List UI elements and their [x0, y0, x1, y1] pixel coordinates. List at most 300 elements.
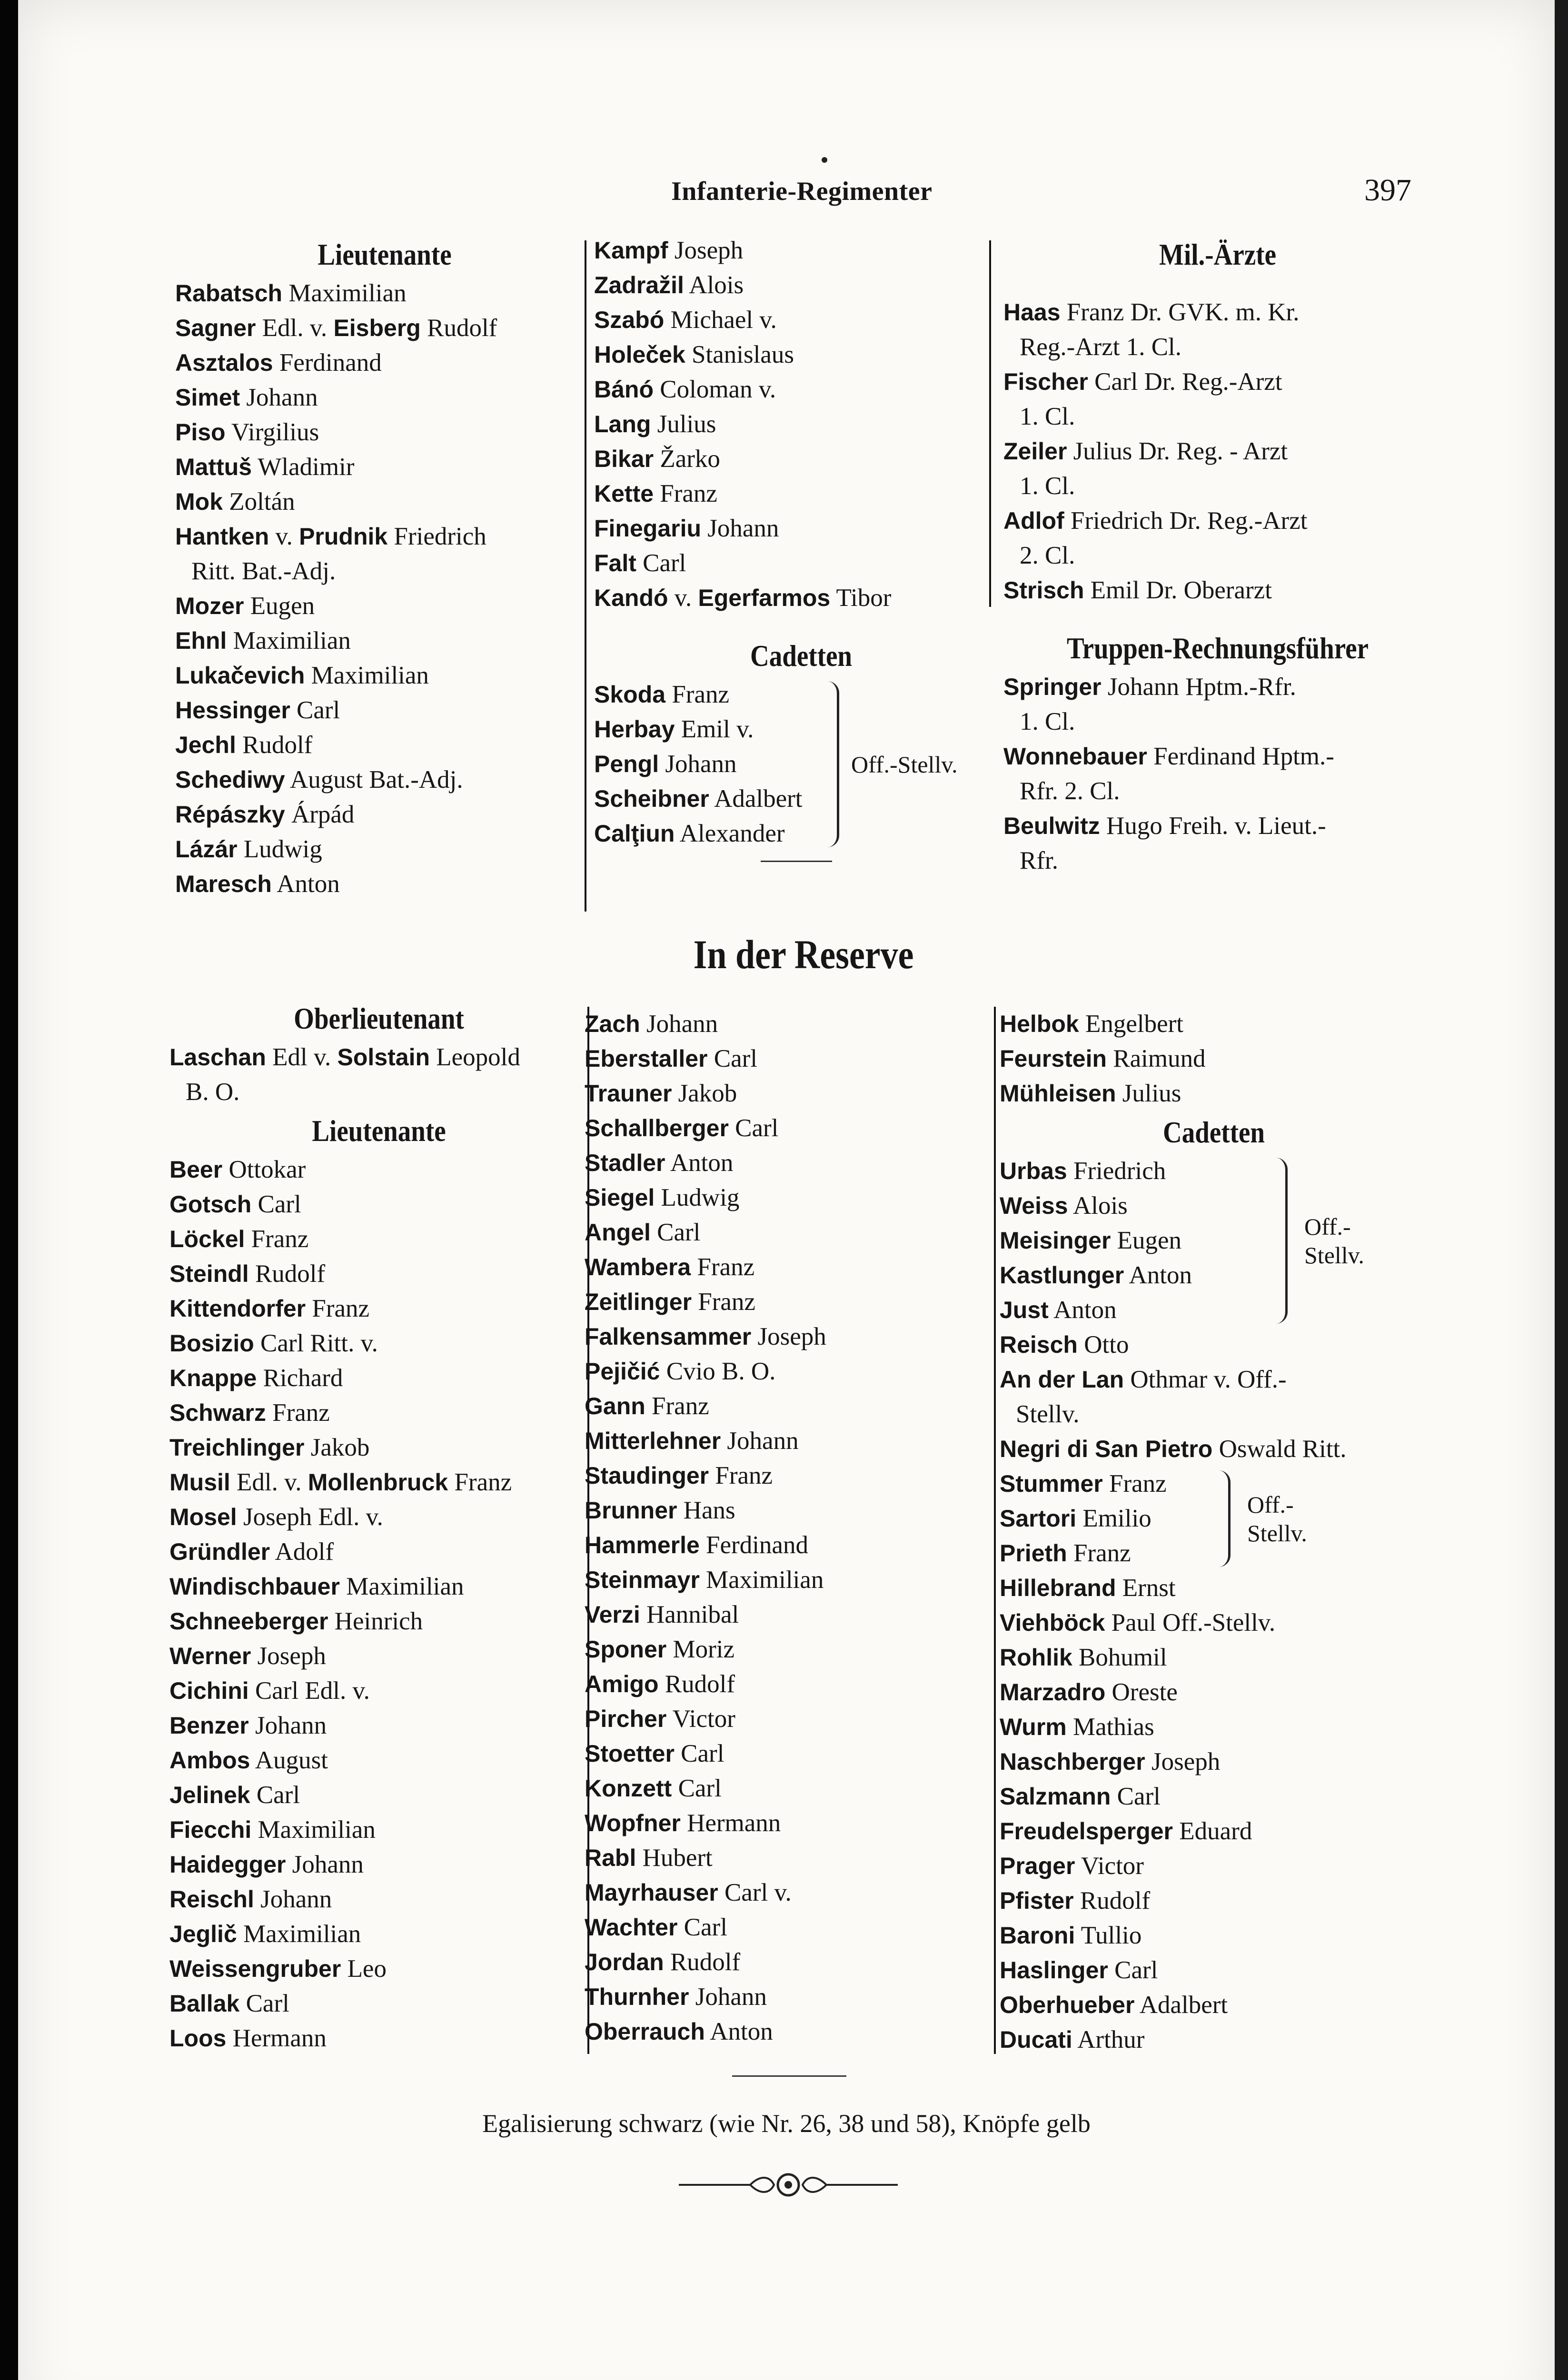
surname: Weissengruber: [169, 1955, 341, 1982]
bracket-label: [1247, 1490, 1307, 1547]
surname: Rohlik: [1000, 1644, 1072, 1671]
surname: Reisch: [1000, 1331, 1078, 1358]
entry-detail: Michael v.: [670, 306, 777, 334]
entry-detail: Oswald Ritt.: [1219, 1435, 1347, 1463]
entry-detail: Maximilian: [706, 1566, 824, 1594]
entry-detail: Leo: [347, 1955, 387, 1983]
entry-detail: Johann: [707, 515, 779, 542]
surname: Gründler: [169, 1538, 270, 1565]
entry-detail: Rudolf: [427, 314, 497, 342]
entry-detail: Joseph Edl. v.: [243, 1503, 383, 1531]
entry-detail: Johann: [246, 384, 318, 411]
roster-entry: [1000, 1076, 1428, 1111]
bracket-label-line: Stellv.: [1247, 1519, 1307, 1547]
roster-entry: [1000, 1293, 1428, 1328]
roster-entry: [585, 2014, 1003, 2049]
entry-detail: Hugo Freih. v. Lieut.-: [1106, 812, 1326, 840]
entry-detail: Othmar v. Off.-: [1130, 1366, 1287, 1393]
surname: Thurnher: [585, 1983, 689, 2010]
entry-detail: Adalbert: [714, 785, 803, 813]
roster-entry: [169, 1361, 588, 1396]
roster-entry: [175, 346, 594, 380]
entry-detail: Adolf: [275, 1538, 334, 1566]
entry-detail: Franz: [272, 1399, 330, 1427]
entry-detail: Johann: [260, 1885, 332, 1913]
roster-entry: [1000, 1988, 1428, 2023]
roster-entry: [175, 763, 594, 797]
roster-entry: [1003, 573, 1432, 608]
surname: Scheibner: [594, 785, 709, 812]
surname: Zeitlinger: [585, 1289, 692, 1315]
reserve-column-2: [585, 1007, 1003, 2049]
surname: Egerfarmos: [698, 585, 831, 611]
entry-detail: Otto: [1084, 1331, 1129, 1359]
surname: Gann: [585, 1393, 645, 1419]
surname: Stummer: [1000, 1470, 1103, 1497]
roster-entry: [169, 1708, 588, 1743]
bracketed-group: [1000, 1467, 1428, 1571]
roster-entry: [585, 1146, 1003, 1180]
entry-detail: Moriz: [673, 1636, 735, 1663]
entry-detail: Ferdinand Hptm.-: [1153, 743, 1334, 770]
surname: Just: [1000, 1297, 1049, 1323]
surname: Siegel: [585, 1184, 655, 1211]
roster-entry: [175, 624, 594, 658]
roster-entry: [169, 1569, 588, 1604]
entry-detail: Leopold: [436, 1043, 520, 1071]
surname: Ballak: [169, 1990, 240, 2017]
surname: Falt: [594, 550, 636, 576]
roster-entry: [594, 407, 1008, 442]
column-rule: [994, 1007, 996, 2054]
surname: Urbas: [1000, 1158, 1067, 1184]
entry-detail: Hans: [683, 1497, 735, 1524]
surname: Sagner: [175, 315, 256, 341]
surname: Beulwitz: [1003, 813, 1100, 839]
roster-entry: [594, 337, 1008, 372]
entry-detail: Franz: [660, 480, 717, 507]
surname: Steindl: [169, 1260, 249, 1287]
roster-entry: [175, 589, 594, 624]
roster-entry: [585, 1736, 1003, 1771]
entry-detail: Carl Dr. Reg.-Arzt: [1094, 368, 1282, 396]
roster-entry: [1003, 504, 1432, 538]
entry-detail: Johann: [292, 1851, 364, 1878]
entry-detail: Franz: [697, 1253, 755, 1281]
entry-detail: Tullio: [1081, 1922, 1142, 1949]
entry-detail: Ludwig: [661, 1184, 740, 1211]
entry-detail: Carl: [735, 1114, 779, 1142]
scan-edge-left: [0, 0, 18, 2380]
roster-entry: [585, 1007, 1003, 1041]
surname: Ducati: [1000, 2026, 1072, 2053]
roster-entry: [175, 311, 594, 346]
section-heading: Cadetten: [750, 639, 853, 673]
surname: Oberrauch: [585, 2018, 705, 2045]
roster-entry: [1000, 1328, 1428, 1362]
entry-detail: Johann: [646, 1010, 718, 1038]
roster-entry: [594, 511, 1008, 546]
entry-detail: Franz: [652, 1392, 709, 1420]
surname: Wurm: [1000, 1714, 1067, 1740]
entry-detail: Adalbert: [1139, 1991, 1228, 2019]
entry-detail: Raimund: [1113, 1045, 1206, 1072]
entry-detail: Carl Edl. v.: [255, 1677, 370, 1705]
entry-detail: Maximilian: [233, 627, 351, 654]
entry-detail: Carl: [678, 1775, 722, 1802]
roster-entry: [1000, 1814, 1428, 1849]
roster-entry: [585, 1076, 1003, 1111]
roster-entry: [169, 1847, 588, 1882]
entry-detail: Tibor: [836, 584, 892, 612]
entry-detail: Maximilian: [346, 1573, 464, 1600]
surname: Löckel: [169, 1226, 245, 1252]
roster-entry: [169, 1500, 588, 1535]
entry-detail: Joseph: [674, 237, 744, 264]
entry-detail: Carl: [684, 1914, 727, 1941]
roster-entry: [1000, 1501, 1428, 1536]
surname: Herbay: [594, 716, 675, 743]
surname: Gotsch: [169, 1191, 252, 1218]
surname: Konzett: [585, 1775, 672, 1802]
roster-entry: [1000, 1536, 1428, 1571]
roster-entry: [594, 372, 1008, 407]
running-head: Infanterie-Regimenter: [671, 177, 933, 206]
surname: Mitterlehner: [585, 1428, 721, 1454]
entry-detail: Franz: [1073, 1539, 1131, 1567]
roster-entry: [175, 728, 594, 763]
surname: Kampf: [594, 237, 668, 264]
entry-detail: Victor: [1081, 1852, 1144, 1880]
roster-entry: [169, 1396, 588, 1430]
entry-detail: Heinrich: [334, 1607, 423, 1635]
surname: Viehböck: [1000, 1609, 1105, 1636]
surname: Lázár: [175, 836, 238, 863]
surname: Benzer: [169, 1712, 249, 1739]
entry-detail: Eduard: [1179, 1817, 1252, 1845]
facings-note: Egalisierung schwarz (wie Nr. 26, 38 und 58), Knöpfe gelb: [482, 2109, 1091, 2138]
surname: Pfister: [1000, 1887, 1074, 1914]
roster-entry: [585, 1528, 1003, 1563]
roster-entry: [585, 1771, 1003, 1806]
reserve-column-1: [169, 997, 588, 2056]
roster-entry: [585, 1354, 1003, 1389]
roster-entry: [1000, 1745, 1428, 1779]
roster-entry: [169, 1917, 588, 1952]
ink-dot: [822, 157, 827, 163]
section-heading: Lieutenante: [312, 1114, 446, 1148]
entry-detail: Jakob: [678, 1080, 737, 1107]
surname: Kandó: [594, 585, 668, 611]
surname: Asztalos: [175, 349, 273, 376]
entry-detail: Franz Dr. GVK. m. Kr.: [1066, 298, 1300, 326]
section-heading: Oberlieutenant: [294, 1002, 464, 1035]
roster-entry: [1000, 1432, 1428, 1467]
roster-entry: [1000, 1710, 1428, 1745]
entry-detail: Ferdinand: [279, 349, 382, 377]
entry-detail: Johann: [727, 1427, 799, 1455]
surname: Rabl: [585, 1844, 636, 1871]
entry-detail: Wladimir: [258, 453, 355, 481]
surname: Stadler: [585, 1150, 665, 1176]
roster-entry: [585, 1424, 1003, 1458]
active-column-1: [175, 233, 594, 902]
surname: Ambos: [169, 1747, 250, 1774]
entry-detail: Joseph: [757, 1323, 826, 1350]
column-rule: [585, 240, 586, 912]
roster-entry: [175, 658, 594, 693]
roster-entry: [175, 797, 594, 832]
surname: Schallberger: [585, 1115, 729, 1141]
bracket-label: [851, 750, 958, 779]
roster-entry: [585, 1841, 1003, 1875]
entry-detail: Julius Dr. Reg. - Arzt: [1073, 437, 1288, 465]
surname: Zadražil: [594, 272, 684, 298]
surname: Hantken: [175, 523, 269, 550]
roster-entry: [1000, 1849, 1428, 1884]
entry-detail: Maximilian: [243, 1920, 361, 1948]
entry-continuation: 1. Cl.: [1020, 708, 1075, 735]
roster-entry: [585, 1563, 1003, 1597]
surname: Stoetter: [585, 1740, 675, 1767]
surname: Calţiun: [594, 820, 675, 847]
surname: Prager: [1000, 1853, 1075, 1879]
surname: Windischbauer: [169, 1573, 340, 1600]
entry-detail: Anton: [710, 2018, 773, 2045]
surname: Eberstaller: [585, 1045, 708, 1072]
entry-detail: Edl. v.: [262, 314, 334, 342]
roster-entry: [175, 276, 594, 311]
roster-entry: [585, 1493, 1003, 1528]
entry-detail: Friedrich Dr. Reg.-Arzt: [1070, 507, 1308, 535]
bracket-label-line: Off.-: [1304, 1213, 1351, 1240]
entry-detail: Anton: [670, 1149, 734, 1177]
roster-entry: [169, 1152, 588, 1187]
brace: [1219, 1470, 1231, 1567]
roster-entry: [175, 380, 594, 415]
surname: Pengl: [594, 751, 659, 777]
surname: Finegariu: [594, 515, 702, 542]
surname: Mollenbruck: [308, 1469, 448, 1496]
roster-entry: [585, 1632, 1003, 1667]
roster-entry: [585, 1875, 1003, 1910]
surname: Salzmann: [1000, 1783, 1111, 1810]
entry-detail: Franz: [672, 681, 729, 708]
entry-detail: Eugen: [1117, 1227, 1182, 1254]
surname: Wonnebauer: [1003, 743, 1147, 770]
roster-entry: [1000, 1362, 1428, 1397]
roster-entry: [585, 1458, 1003, 1493]
roster-entry: [1000, 2023, 1428, 2057]
entry-detail: Carl: [657, 1219, 701, 1246]
roster-entry: [594, 782, 1008, 816]
surname: Zeiler: [1003, 438, 1067, 465]
roster-entry: [175, 450, 594, 485]
roster-entry: [585, 1389, 1003, 1424]
roster-entry: [1000, 1918, 1428, 1953]
surname: Hammerle: [585, 1532, 700, 1558]
roster-entry: [1000, 1467, 1428, 1501]
surname: Loos: [169, 2025, 227, 2052]
entry-detail: Rudolf: [255, 1260, 326, 1288]
entry-detail: Maximilian: [311, 662, 429, 689]
roster-entry: [169, 1040, 588, 1075]
entry-detail: Cvio B. O.: [666, 1358, 776, 1385]
entry-detail: Johann Hptm.-Rfr.: [1107, 673, 1296, 701]
surname: Haas: [1003, 299, 1061, 326]
roster-entry: [169, 2021, 588, 2056]
surname: Schwarz: [169, 1399, 266, 1426]
entry-detail: Rudolf: [665, 1670, 735, 1698]
entry-detail: Carl: [297, 696, 340, 724]
surname: Falkensammer: [585, 1323, 752, 1350]
roster-entry: [169, 1778, 588, 1813]
roster-entry: [175, 693, 594, 728]
surname: Beer: [169, 1156, 223, 1183]
surname: Freudelsperger: [1000, 1818, 1173, 1844]
roster-entry: [585, 1041, 1003, 1076]
roster-entry: [169, 1326, 588, 1361]
entry-continuation: 2. Cl.: [1020, 542, 1075, 569]
surname: Jelinek: [169, 1782, 250, 1808]
entry-continuation: 1. Cl.: [1020, 472, 1075, 500]
surname: Cichini: [169, 1677, 249, 1704]
entry-detail: Franz: [454, 1468, 512, 1496]
roster-entry: [169, 1882, 588, 1917]
entry-detail: Žarko: [660, 445, 720, 473]
entry-detail: Hermann: [687, 1809, 781, 1837]
roster-entry: [169, 1187, 588, 1222]
entry-detail: Friedrich: [1073, 1157, 1166, 1185]
surname: Simet: [175, 384, 240, 411]
roster-entry: [594, 581, 1008, 615]
entry-detail: Alexander: [679, 820, 785, 847]
entry-detail: Emil v.: [681, 715, 754, 743]
roster-entry: [585, 1180, 1003, 1215]
entry-detail: Rudolf: [242, 731, 313, 759]
roster-entry: [1000, 1571, 1428, 1606]
entry-detail: Hubert: [642, 1844, 713, 1872]
entry-detail: Virgilius: [231, 418, 319, 446]
surname: Pejičić: [585, 1358, 660, 1385]
bracket-label: [1304, 1212, 1364, 1269]
entry-detail: Maximilian: [288, 279, 407, 307]
roster-entry: [169, 1952, 588, 1986]
surname: Amigo: [585, 1671, 659, 1697]
bracketed-group: [594, 677, 1008, 851]
surname: Mok: [175, 488, 223, 515]
roster-entry: [175, 485, 594, 519]
active-column-3: [1003, 233, 1432, 878]
roster-entry: [585, 1597, 1003, 1632]
entry-detail: Franz: [1109, 1470, 1167, 1497]
spacer: [1003, 608, 1432, 627]
bracket-label-line: Off.-Stellv.: [851, 751, 958, 778]
surname: Schediwy: [175, 766, 285, 793]
surname: Knappe: [169, 1365, 257, 1391]
roster-entry: [585, 1806, 1003, 1841]
roster-entry: [594, 233, 1008, 268]
entry-detail: Richard: [263, 1364, 343, 1392]
entry-detail: Ludwig: [243, 835, 322, 863]
surname: Szabó: [594, 307, 665, 333]
surname: Fiecchi: [169, 1816, 252, 1843]
roster-entry: [1003, 295, 1432, 330]
roster-entry: [169, 1222, 588, 1257]
entry-detail: Alois: [1072, 1192, 1128, 1220]
surname: Wachter: [585, 1914, 678, 1941]
entry-detail: Maximilian: [258, 1816, 376, 1844]
entry-detail: Emil Dr. Oberarzt: [1090, 576, 1272, 604]
surname: Mattuš: [175, 454, 252, 480]
entry-detail: Anton: [1053, 1296, 1117, 1324]
entry-detail: Paul Off.-Stellv.: [1111, 1609, 1276, 1636]
entry-detail: Joseph: [257, 1642, 326, 1670]
entry-detail: Johann: [665, 750, 737, 778]
roster-entry: [585, 1285, 1003, 1319]
scan-edge-right: [1555, 0, 1568, 2380]
entry-detail: Carl: [256, 1781, 300, 1809]
roster-entry: [585, 1667, 1003, 1702]
entry-detail: Johann: [255, 1712, 327, 1739]
surname: Angel: [585, 1219, 651, 1246]
roster-entry: [1000, 1953, 1428, 1988]
surname: Répászky: [175, 801, 285, 828]
roster-entry: [169, 1604, 588, 1639]
roster-entry: [585, 1250, 1003, 1285]
roster-entry: [169, 1257, 588, 1291]
entry-detail: August Bat.-Adj.: [289, 766, 463, 793]
entry-continuation: Reg.-Arzt 1. Cl.: [1020, 333, 1182, 361]
entry-detail: Rudolf: [1080, 1887, 1151, 1914]
entry-detail: Edl. v.: [237, 1468, 308, 1496]
surname: Bikar: [594, 446, 654, 472]
entry-detail: Franz: [251, 1225, 309, 1253]
entry-detail: Carl Ritt. v.: [260, 1329, 378, 1357]
surname: Feurstein: [1000, 1045, 1107, 1072]
roster-entry: [175, 867, 594, 902]
surname: Meisinger: [1000, 1227, 1111, 1254]
entry-detail: Ernst: [1122, 1574, 1176, 1602]
entry-detail: Victor: [672, 1705, 735, 1733]
entry-detail: Carl: [643, 549, 686, 577]
surname: Hillebrand: [1000, 1575, 1116, 1601]
entry-continuation: Stellv.: [1016, 1400, 1080, 1428]
surname: Mayrhauser: [585, 1879, 718, 1906]
roster-entry: [169, 1813, 588, 1847]
end-rule: [732, 2075, 846, 2077]
surname: Staudinger: [585, 1462, 709, 1489]
bracketed-group: [1000, 1154, 1428, 1328]
entry-detail: Zoltán: [229, 488, 295, 516]
entry-detail: Hermann: [232, 2024, 327, 2052]
roster-entry: [169, 1743, 588, 1778]
entry-detail: Eugen: [250, 592, 315, 620]
surname: Mozer: [175, 593, 244, 619]
roster-entry: [594, 268, 1008, 303]
entry-detail: August: [255, 1746, 328, 1774]
roster-entry: [594, 303, 1008, 337]
entry-detail: Mathias: [1073, 1713, 1154, 1741]
roster-entry: [169, 1674, 588, 1708]
surname: Holeček: [594, 341, 685, 368]
entry-continuation: Rfr. 2. Cl.: [1020, 777, 1120, 805]
section-heading: Cadetten: [1162, 1115, 1265, 1149]
spacer: [594, 615, 1008, 635]
book-page: [18, 0, 1555, 2380]
surname: An der Lan: [1000, 1366, 1124, 1393]
entry-detail: Jakob: [310, 1434, 370, 1461]
